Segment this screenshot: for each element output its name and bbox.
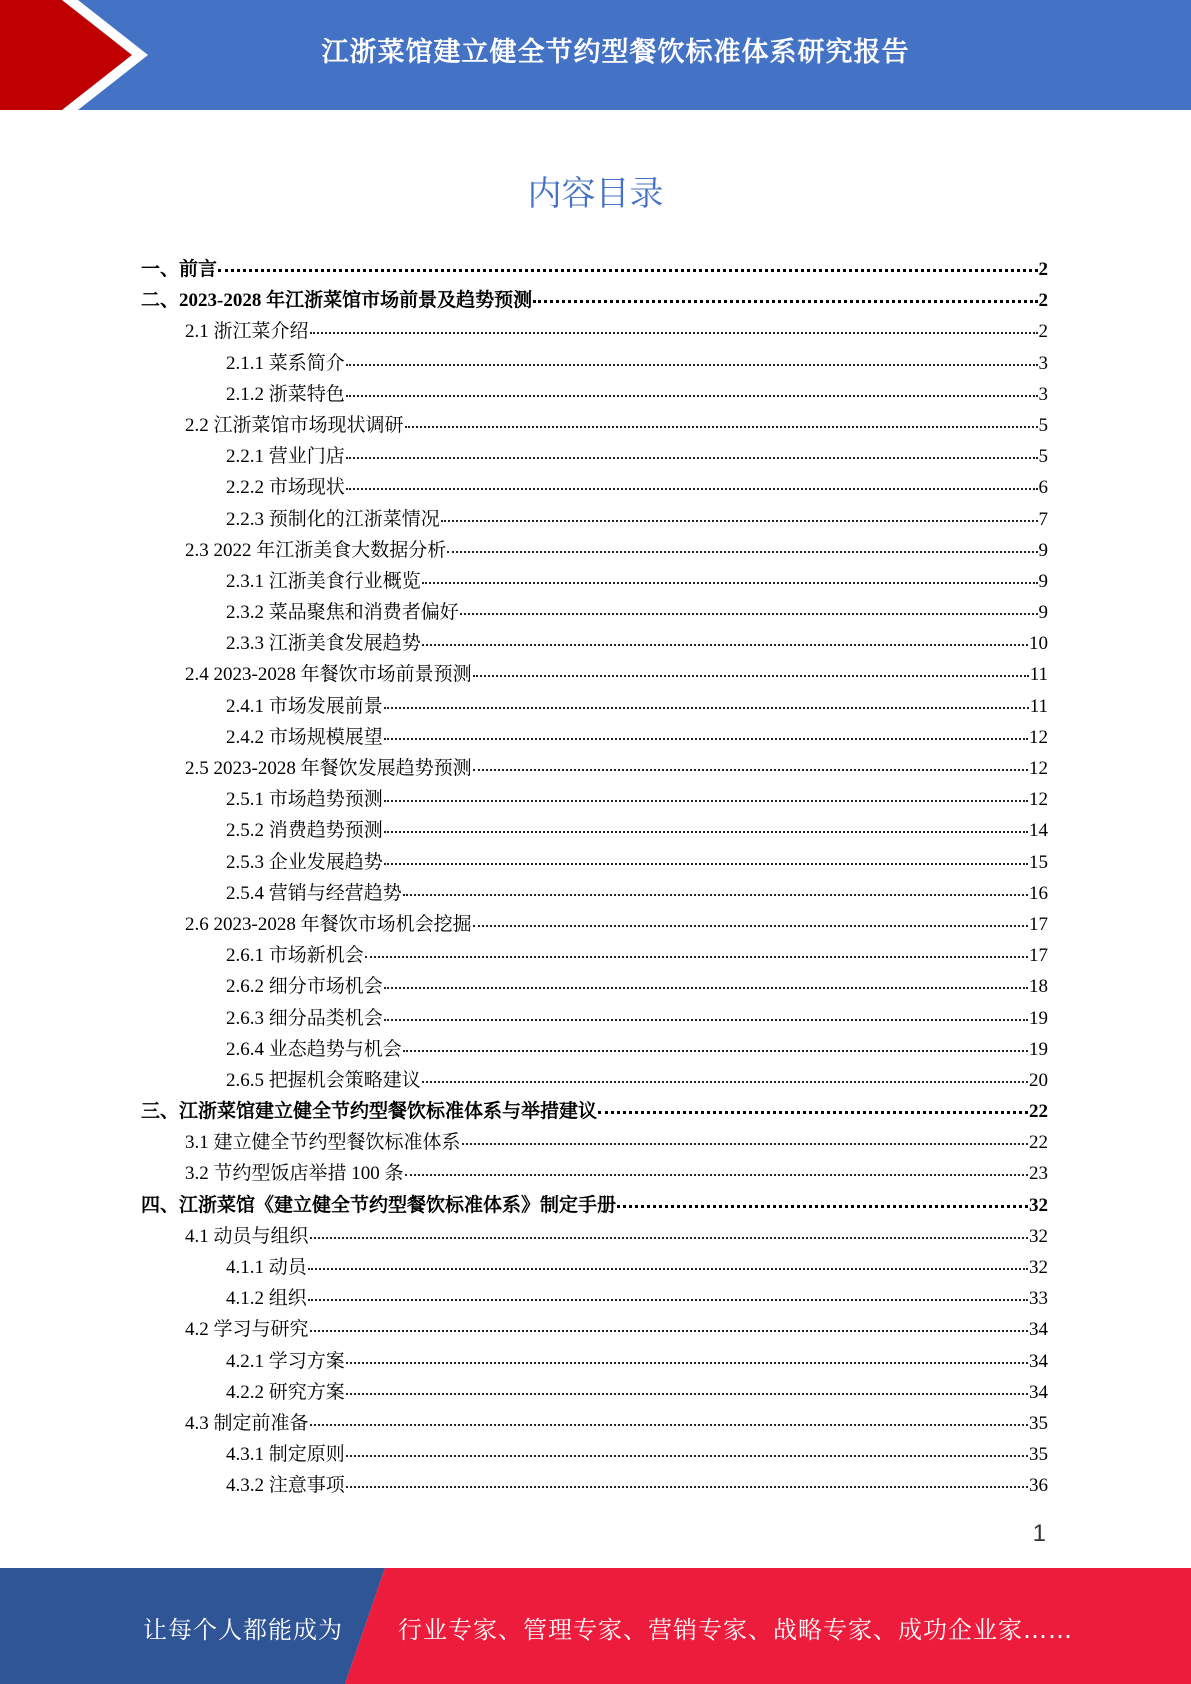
page-number: 1 (1032, 1520, 1046, 1547)
dot-leader (533, 300, 1037, 303)
toc-entry-page: 19 (1029, 1038, 1048, 1060)
toc-entry-label: 一、前言 (141, 259, 218, 280)
dot-leader (346, 395, 1038, 397)
toc-entry-page: 9 (1038, 539, 1048, 561)
dot-leader (384, 987, 1028, 989)
toc-entry[interactable] (141, 722, 1048, 753)
toc-entry-page: 12 (1029, 758, 1048, 779)
toc-entry[interactable] (141, 1158, 1048, 1189)
toc-entry-label: 3.2 节约型饭店举措 100 条 (185, 1163, 404, 1185)
toc-entry-page: 32 (1029, 1257, 1048, 1278)
toc-entry-label: 2.3.2 菜品聚焦和消费者偏好 (226, 602, 459, 624)
dot-leader (310, 1424, 1028, 1426)
toc-entry-label: 2.4 2023-2028 年餐饮市场前景预测 (185, 664, 472, 686)
toc-entry-page: 6 (1038, 477, 1048, 499)
dot-leader (310, 1237, 1028, 1239)
dot-leader (598, 1111, 1028, 1114)
toc-entry[interactable] (141, 1190, 1048, 1221)
dot-leader (384, 1019, 1028, 1021)
toc-entry-label: 2.5.1 市场趋势预测 (226, 789, 383, 811)
toc-entry-label: 2.2 江浙菜馆市场现状调研 (185, 414, 404, 436)
toc-entry-label: 4.1.1 动员 (226, 1257, 307, 1278)
toc-entry[interactable] (141, 1377, 1048, 1408)
toc-entry-page: 22 (1029, 1132, 1048, 1154)
dot-leader (218, 269, 1037, 272)
dot-leader (473, 769, 1028, 771)
toc-entry[interactable] (141, 1065, 1048, 1096)
report-title: 江浙菜馆建立健全节约型餐饮标准体系研究报告 (321, 37, 910, 68)
dot-leader (422, 644, 1028, 646)
dot-leader (384, 738, 1028, 740)
toc-entry-label: 4.3 制定前准备 (185, 1412, 309, 1434)
toc-entry[interactable] (141, 472, 1048, 503)
toc-entry-page: 5 (1038, 446, 1048, 468)
toc-entry-label: 2.3.1 江浙美食行业概览 (226, 570, 421, 592)
toc-entry[interactable] (141, 1034, 1048, 1065)
dot-leader (310, 1330, 1028, 1332)
toc-entry[interactable] (141, 316, 1048, 347)
toc-entry[interactable] (141, 597, 1048, 628)
toc-entry[interactable] (141, 815, 1048, 846)
toc-entry-label: 2.6.5 把握机会策略建议 (226, 1069, 421, 1091)
toc-entry-label: 四、江浙菜馆《建立健全节约型餐饮标准体系》制定手册 (141, 1194, 617, 1216)
toc-entry-label: 2.4.1 市场发展前景 (226, 695, 383, 717)
toc-entry-page: 35 (1029, 1444, 1048, 1466)
toc-entry[interactable] (141, 971, 1048, 1002)
toc-entry-label: 4.1 动员与组织 (185, 1225, 309, 1247)
toc-entry[interactable] (141, 348, 1048, 379)
toc-entry[interactable] (141, 628, 1048, 659)
toc-entry[interactable] (141, 504, 1048, 535)
toc-entry-page: 33 (1029, 1288, 1048, 1310)
toc-entry[interactable] (141, 847, 1048, 878)
toc-entry-page: 11 (1029, 664, 1048, 686)
dot-leader (460, 613, 1038, 615)
dot-leader (473, 925, 1028, 927)
toc-entry-page: 35 (1029, 1412, 1048, 1434)
dot-leader (346, 1362, 1028, 1364)
dot-leader (462, 1143, 1028, 1145)
dot-leader (405, 1174, 1028, 1176)
toc-entry[interactable] (141, 784, 1048, 815)
toc-entry-page: 34 (1029, 1381, 1048, 1403)
toc-entry-page: 9 (1038, 602, 1048, 624)
toc-entry-page: 12 (1029, 789, 1048, 811)
dot-leader (310, 332, 1038, 334)
dot-leader (308, 1268, 1028, 1270)
toc-entry-label: 2.6.4 业态趋势与机会 (226, 1038, 402, 1060)
dot-leader (384, 863, 1028, 865)
toc-entry[interactable] (141, 909, 1048, 940)
toc-entry-label: 4.3.2 注意事项 (226, 1475, 345, 1497)
toc-entry-label: 2.3.3 江浙美食发展趋势 (226, 633, 421, 655)
toc-entry-page: 3 (1038, 352, 1048, 374)
toc-entry[interactable] (141, 1221, 1048, 1252)
toc-entry[interactable] (141, 254, 1048, 285)
dot-leader (384, 800, 1028, 802)
toc-entry[interactable] (141, 1314, 1048, 1345)
toc-entry-label: 2.5.4 营销与经营趋势 (226, 882, 402, 904)
toc-entry-label: 2.3 2022 年江浙美食大数据分析 (185, 539, 447, 561)
toc-entry-page: 19 (1029, 1007, 1048, 1029)
toc-entry-label: 2.2.3 预制化的江浙菜情况 (226, 508, 440, 530)
toc-entry-page: 7 (1038, 508, 1048, 530)
dot-leader (384, 707, 1029, 709)
toc-entry-page: 2 (1038, 321, 1048, 343)
dot-leader (346, 457, 1038, 459)
toc-entry-label: 二、2023-2028 年江浙菜馆市场前景及趋势预测 (141, 290, 533, 312)
toc-entry-label: 2.4.2 市场规模展望 (226, 726, 383, 748)
toc-entry-label: 三、江浙菜馆建立健全节约型餐饮标准体系与举措建议 (141, 1101, 598, 1123)
toc-entry-label: 2.2.1 营业门店 (226, 446, 345, 468)
toc-entry-label: 2.1.2 浙菜特色 (226, 383, 345, 405)
toc-entry[interactable] (141, 753, 1048, 784)
toc-entry-page: 11 (1029, 695, 1048, 717)
toc-entry[interactable] (141, 379, 1048, 410)
toc-entry[interactable] (141, 1346, 1048, 1377)
toc-entry[interactable] (141, 535, 1048, 566)
toc-entry-label: 4.1.2 组织 (226, 1288, 307, 1310)
toc-entry[interactable] (141, 1470, 1048, 1501)
toc-entry-label: 4.2 学习与研究 (185, 1319, 309, 1341)
dot-leader (441, 520, 1038, 522)
toc-entry-page: 36 (1029, 1475, 1048, 1497)
toc-entry-label: 2.6.1 市场新机会 (226, 945, 364, 967)
toc-entry-page: 10 (1029, 633, 1048, 655)
toc-entry[interactable] (141, 441, 1048, 472)
toc-entry[interactable] (141, 659, 1048, 690)
toc-entry[interactable] (141, 566, 1048, 597)
dot-leader (384, 831, 1028, 833)
dot-leader (346, 488, 1038, 490)
toc-entry-label: 2.5.3 企业发展趋势 (226, 851, 383, 873)
dot-leader (346, 1393, 1028, 1395)
toc-entry-label: 2.5 2023-2028 年餐饮发展趋势预测 (185, 758, 472, 779)
toc-entry-label: 2.1.1 菜系简介 (226, 352, 345, 374)
dot-leader (365, 956, 1028, 958)
footer-slogan-left: 让每个人都能成为 (143, 1616, 343, 1644)
toc-heading: 内容目录 (527, 174, 664, 214)
toc-entry-page: 17 (1029, 913, 1048, 935)
toc-entry-page: 3 (1038, 383, 1048, 405)
toc-entry[interactable] (141, 1439, 1048, 1470)
footer-slogan-right: 行业专家、管理专家、营销专家、战略专家、成功企业家…… (398, 1616, 1073, 1644)
toc-entry-label: 2.5.2 消费趋势预测 (226, 820, 383, 842)
toc-entry-page: 32 (1029, 1194, 1048, 1216)
toc-entry-label: 2.6.2 细分市场机会 (226, 976, 383, 998)
toc-entry-page: 20 (1029, 1069, 1048, 1091)
toc-entry-page: 5 (1038, 414, 1048, 436)
toc-entry-page: 12 (1029, 726, 1048, 748)
toc-entry[interactable] (141, 410, 1048, 441)
dot-leader (447, 551, 1037, 553)
toc-entry-page: 16 (1029, 882, 1048, 904)
toc-entry[interactable] (141, 1003, 1048, 1034)
toc-entry[interactable] (141, 1096, 1048, 1127)
dot-leader (473, 675, 1029, 677)
toc-entry-page: 22 (1029, 1101, 1048, 1123)
dot-leader (422, 1081, 1028, 1083)
toc-entry[interactable] (141, 1408, 1048, 1439)
toc-entry-page: 9 (1038, 570, 1048, 592)
toc-entry-page: 15 (1029, 851, 1048, 873)
toc-entry-page: 14 (1029, 820, 1048, 842)
dot-leader (403, 894, 1028, 896)
toc-entry[interactable] (141, 940, 1048, 971)
toc-entry-label: 2.1 浙江菜介绍 (185, 321, 309, 343)
toc-entry[interactable] (141, 1127, 1048, 1158)
toc-entry-label: 3.1 建立健全节约型餐饮标准体系 (185, 1132, 461, 1154)
toc-entry[interactable] (141, 1252, 1048, 1283)
toc-entry-page: 32 (1029, 1225, 1048, 1247)
toc-entry-page: 34 (1029, 1319, 1048, 1341)
footer-banner (0, 1568, 1191, 1684)
toc-entry-page: 2 (1038, 290, 1048, 312)
toc-entry[interactable] (141, 1283, 1048, 1314)
toc-entry-page: 23 (1029, 1163, 1048, 1185)
dot-leader (403, 1050, 1028, 1052)
toc-entry-label: 4.2.2 研究方案 (226, 1381, 345, 1403)
toc-entry-label: 4.2.1 学习方案 (226, 1350, 345, 1372)
toc-entry-page: 34 (1029, 1350, 1048, 1372)
toc-entry-page: 18 (1029, 976, 1048, 998)
dot-leader (422, 582, 1038, 584)
toc-entry-label: 2.6.3 细分品类机会 (226, 1007, 383, 1029)
toc-entry-page: 2 (1038, 259, 1048, 280)
dot-leader (346, 1486, 1028, 1488)
toc-entry-label: 2.6 2023-2028 年餐饮市场机会挖掘 (185, 913, 472, 935)
dot-leader (617, 1205, 1028, 1208)
toc-entry[interactable] (141, 878, 1048, 909)
toc-entry-page: 17 (1029, 945, 1048, 967)
dot-leader (346, 1455, 1028, 1457)
dot-leader (346, 364, 1038, 366)
dot-leader (405, 426, 1038, 428)
dot-leader (308, 1299, 1028, 1301)
toc-entry[interactable] (141, 691, 1048, 722)
table-of-contents (141, 254, 1048, 1502)
toc-entry[interactable] (141, 285, 1048, 316)
toc-entry-label: 4.3.1 制定原则 (226, 1444, 345, 1466)
toc-entry-label: 2.2.2 市场现状 (226, 477, 345, 499)
header-banner (0, 0, 1191, 110)
